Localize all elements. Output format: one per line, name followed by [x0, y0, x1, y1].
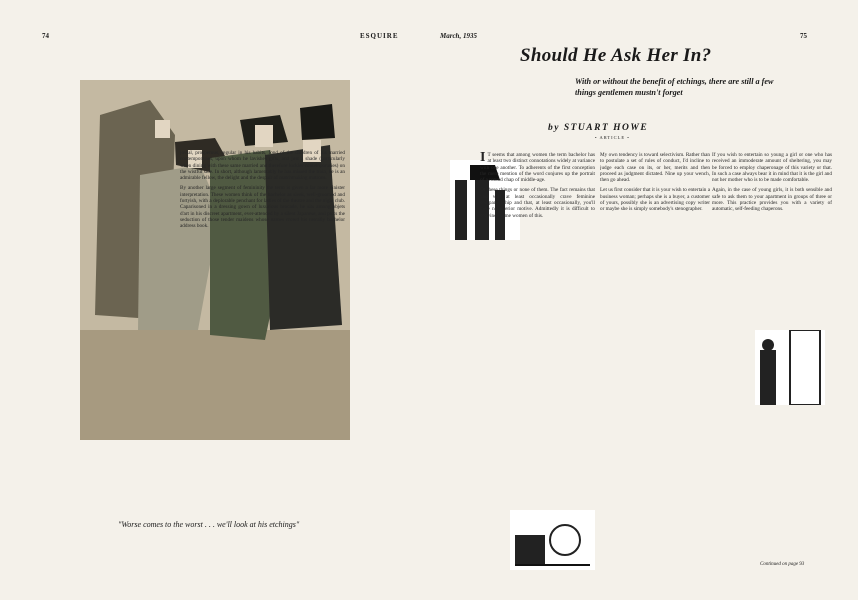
article-deck: With or without the benefit of etchings, there are still a few things gentlemen mustn't forget [575, 77, 774, 97]
left-paragraph: jovial, prosperous, regular in his habits, fond of the children of his married contemporaries, upon whom he lavishes gifts, and just a shade (particularly when dining with these same married and therefore luckier contemporaries) on the wistful side. In short, although lamentably he has missed the train, he is an admirable fellow, the delight and the despair of matchmaking matrons. [180, 150, 345, 182]
body-paragraph: Let us first consider that it is your wish to entertain a business woman; perhaps she is a buyer, a customer of yours, possibly she is an advertising copy writer or maybe she is simply somebody's stenographer. [600, 187, 710, 213]
left-paragraph: By another large segment of femininity the term is given a far more sinister interpretation. These women think of the bachelor as sleek, well-groomed and fortyish, with a deplorable penchant for ladies of the theatre and the night club. Caparisoned in a dressing gown of luxurious brocade, he sits among objets d'art in his discreet apartment, ever-attended by a silent Japanese, and plots the seduction of those tender maidens whose names crowd his rascally bachelor address book. [180, 185, 345, 230]
article-column-1 [480, 152, 595, 557]
body-paragraph: I T seems that among women the term bachelor has at least two distinct connotations widely at variance with one another. To adherents of the first conception the mere mention of the word conjures up the portrait of a rotund chap of middle-age. [480, 152, 595, 184]
body-paragraph: If you wish to entertain so young a girl or one who has received an immoderate amount of sheltering, you may be forced to employ chaperonage of this variety or that. In such a case always bear it in mind that it is the girl and not her mother who is to be made comfortable. [712, 152, 832, 184]
body-paragraph: Of these things or none of them. The fact remains that you will at least occasionally crave feminine companionship and that, at least occasionally, you'll have no ulterior motive. Admittedly it is difficult to convince some women of this. [480, 187, 595, 219]
continued-note: Continued on page 93 [760, 562, 805, 567]
body-paragraph: Again, in the case of young girls, it is both sensible and safe to ask them to your apartment in groups of three or more. This practice provides you with a variety of automatic, self-feeding chaperons. [712, 187, 832, 213]
illustration-caption: "Worse comes to the worst . . . we'll look at his etchings" [118, 520, 300, 529]
byline-text: by STUART HOWE [548, 123, 649, 133]
issue-date: March, 1935 [440, 32, 477, 40]
page-number-left: 74 [42, 32, 49, 40]
drop-cap: I [480, 152, 486, 165]
body-paragraph: My own tendency is toward selectivism. Rather than to postulate a set of rules of conduct, I'd incline to judge each case on its, or her, merits and then proceed as judgment dictated. Nine up your wench, then go ahead. [600, 152, 710, 184]
article-column-2 [600, 152, 710, 557]
masthead: ESQUIRE [360, 32, 399, 40]
article-column-left [180, 150, 345, 560]
article-label: • ARTICLE • [595, 135, 630, 140]
page-number-right: 75 [800, 32, 807, 40]
article-column-3 [712, 152, 832, 557]
article-title: Should He Ask Her In? [520, 45, 712, 66]
byline [548, 123, 648, 133]
